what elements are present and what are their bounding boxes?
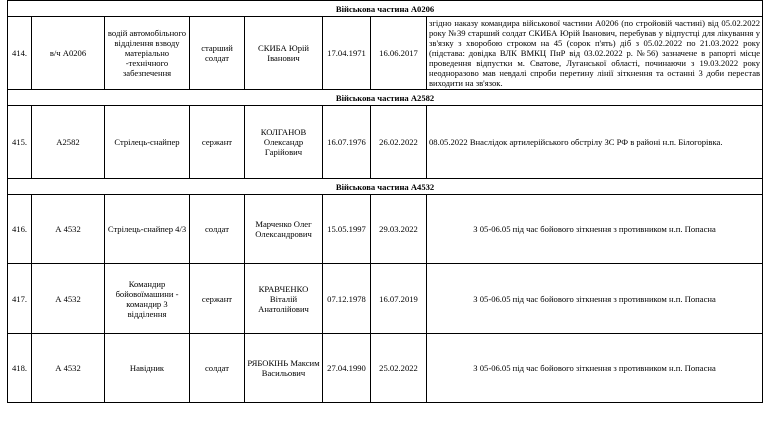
birth-date: 16.07.1976 <box>323 106 371 179</box>
military-unit: А 4532 <box>32 264 105 334</box>
position: Стрілець-снайпер 4/3 <box>105 195 190 264</box>
military-unit: А 4532 <box>32 334 105 403</box>
full-name: СКИБА Юрій Іванович <box>245 17 323 90</box>
table-row <box>8 106 763 179</box>
circumstances-note: З 05-06.05 під час бойового зіткнення з противником н.п. Попасна <box>427 334 763 403</box>
position: Стрілець-снайпер <box>105 106 190 179</box>
circumstances-note: згідно наказу командира військової частини А0206 (по стройовій частині) від 05.02.2022 року №39 старший солдат СКИБА Юрій Іванович, перебував у відпустці для лікування у зв'язку з хворобою строком на 45 (сорок п'ять) діб з 05.02.2022 по 21.03.2022 року (підстава: довідка ВЛК ВМКЦ ПнР від 03.02.2022 р. №56) зазначене в рапорті місце проведення відпустки м. Сватове, Луганської області, починаючи з 19.03.2022 року неодноразово мав невдалі спроби перетину лінії зіткнення та останні 3 доби перестав виходити на зв'язок. <box>427 17 763 90</box>
section-header-row <box>8 1 763 17</box>
rank: солдат <box>190 195 245 264</box>
table-row <box>8 195 763 264</box>
service-start-date: 25.02.2022 <box>371 334 427 403</box>
section-title: Військова частина А0206 <box>8 1 763 17</box>
birth-date: 17.04.1971 <box>323 17 371 90</box>
rank: старший солдат <box>190 17 245 90</box>
row-number: 415. <box>8 106 32 179</box>
row-number: 414. <box>8 17 32 90</box>
service-start-date: 26.02.2022 <box>371 106 427 179</box>
position: Командир бойовоїмашини - командир 3 відділення <box>105 264 190 334</box>
service-start-date: 16.07.2019 <box>371 264 427 334</box>
circumstances-note: 08.05.2022 Внаслідок артилерійського обстрілу ЗС РФ в районі н.п. Білогорівка. <box>427 106 763 179</box>
section-header-row <box>8 179 763 195</box>
service-start-date: 16.06.2017 <box>371 17 427 90</box>
rank: сержант <box>190 106 245 179</box>
military-unit: А 4532 <box>32 195 105 264</box>
military-unit: А2582 <box>32 106 105 179</box>
table-row <box>8 264 763 334</box>
section-title: Військова частина А4532 <box>8 179 763 195</box>
row-number: 418. <box>8 334 32 403</box>
rank: солдат <box>190 334 245 403</box>
full-name: КРАВЧЕНКО Віталій Анатолійович <box>245 264 323 334</box>
service-start-date: 29.03.2022 <box>371 195 427 264</box>
full-name: КОЛГАНОВ Олександр Гарійович <box>245 106 323 179</box>
section-header-row <box>8 90 763 106</box>
birth-date: 07.12.1978 <box>323 264 371 334</box>
birth-date: 15.05.1997 <box>323 195 371 264</box>
full-name: Марченко Олег Олександрович <box>245 195 323 264</box>
birth-date: 27.04.1990 <box>323 334 371 403</box>
rank: сержант <box>190 264 245 334</box>
position: водій автомобільного відділення взводу матеріально -технічного забезпечення <box>105 17 190 90</box>
section-title: Військова частина А2582 <box>8 90 763 106</box>
row-number: 416. <box>8 195 32 264</box>
table-row <box>8 334 763 403</box>
row-number: 417. <box>8 264 32 334</box>
personnel-list-document <box>7 0 762 403</box>
table-row <box>8 17 763 90</box>
position: Навідник <box>105 334 190 403</box>
full-name: РЯБОКІНЬ Максим Васильович <box>245 334 323 403</box>
circumstances-note: З 05-06.05 під час бойового зіткнення з противником н.п. Попасна <box>427 264 763 334</box>
personnel-table <box>7 0 763 403</box>
circumstances-note: З 05-06.05 під час бойового зіткнення з противником н.п. Попасна <box>427 195 763 264</box>
military-unit: в/ч А0206 <box>32 17 105 90</box>
